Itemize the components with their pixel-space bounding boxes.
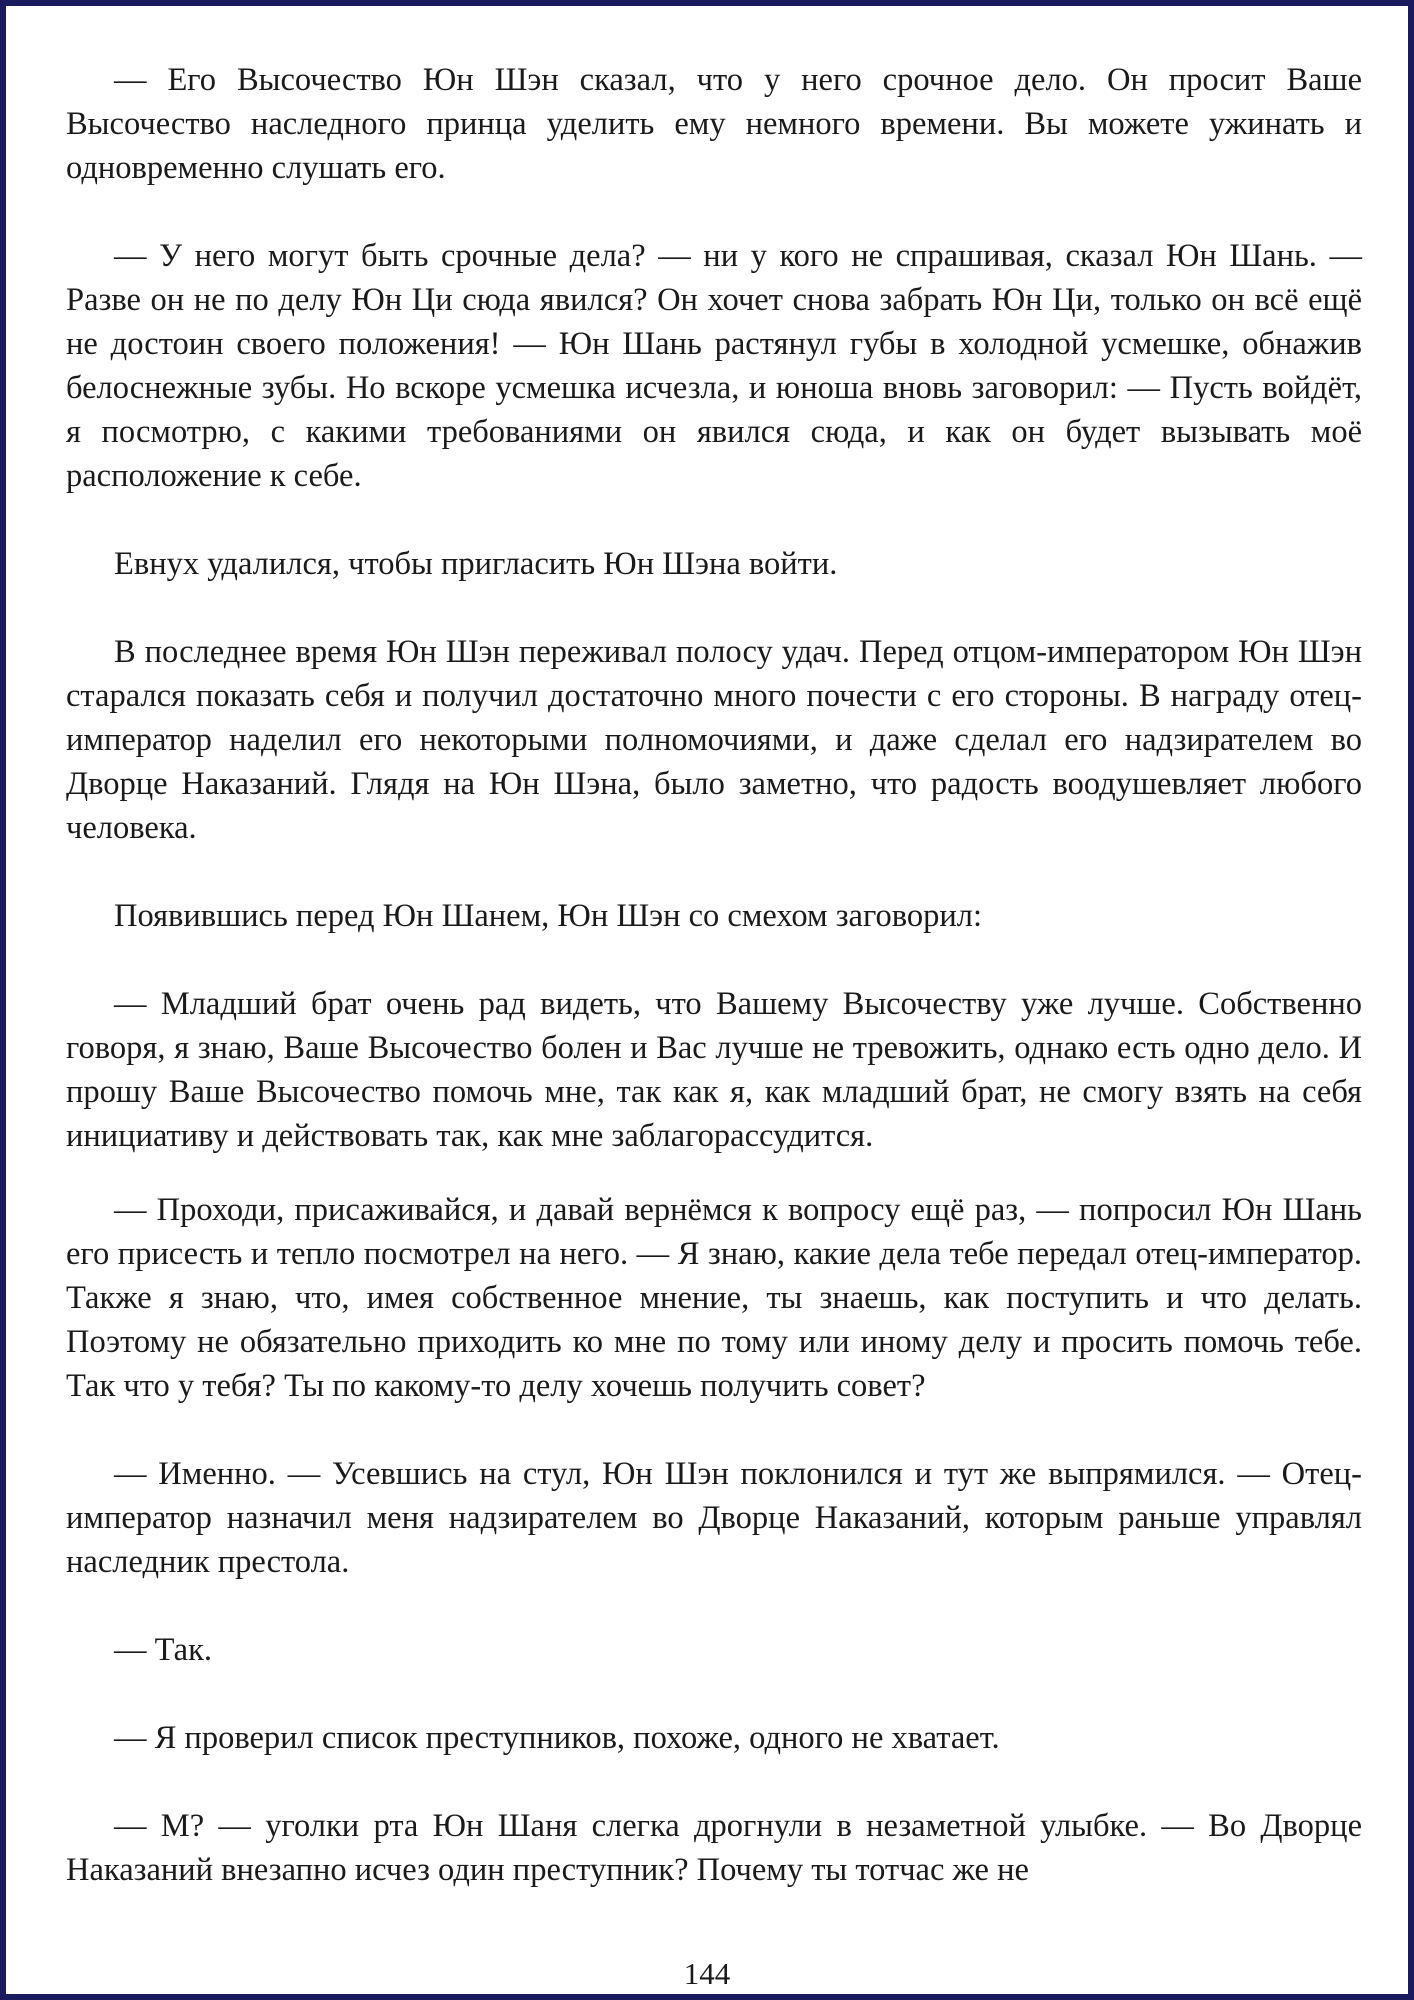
paragraph-10: — Я проверил список преступников, похоже, одного не хватает. — [114, 1720, 1000, 1756]
paragraph-8: — Именно. — Усевшись на стул, Юн Шэн поклонился и тут же выпрямился. — Отец-император назначил меня надзирателем во Дворце Наказаний, которым раньше управлял наследник престола. — [66, 1456, 1362, 1580]
paragraph-7: — Проходи, присаживайся, и давай вернёмся к вопросу ещё раз, — попросил Юн Шань его присесть и тепло посмотрел на него. — Я знаю, какие дела тебе передал отец-император. Также я знаю, что, имея собственное мнение, ты знаешь, как поступить и что делать. Поэтому не обязательно приходить ко мне по тому или иному делу и просить помочь тебе. Так что у тебя? Ты по какому-то делу хочешь получить совет? — [66, 1192, 1362, 1404]
body-text — [66, 58, 1362, 1936]
paragraph-1: — Его Высочество Юн Шэн сказал, что у него срочное дело. Он просит Ваше Высочество наследного принца уделить ему немного времени. Вы можете ужинать и одновременно слушать его. — [66, 62, 1362, 186]
paragraph-9: — Так. — [114, 1632, 213, 1668]
paragraph-6: — Младший брат очень рад видеть, что Вашему Высочеству уже лучше. Собственно говоря, я знаю, Ваше Высочество болен и Вас лучше не тревожить, однако есть одно дело. И прошу Ваше Высочество помочь мне, так как я, как младший брат, не смогу взять на себя инициативу и действовать так, как мне заблагорассудится. — [66, 986, 1362, 1154]
paragraph-11: — М? — уголки рта Юн Шаня слегка дрогнули в незаметной улыбке. — Во Дворце Наказаний внезапно исчез один преступник? Почему ты тотчас же не — [66, 1808, 1362, 1888]
paragraph-4: В последнее время Юн Шэн переживал полосу удач. Перед отцом-императором Юн Шэн старался показать себя и получил достаточно много почести с его стороны. В награду отец-император наделил его некоторыми полномочиями, и даже сделал его надзирателем во Дворце Наказаний. Глядя на Юн Шэна, было заметно, что радость воодушевляет любого человека. — [66, 634, 1362, 846]
page-number: 144 — [683, 1956, 731, 1991]
paragraph-3: Евнух удалился, чтобы пригласить Юн Шэна войти. — [114, 546, 838, 582]
paragraph-5: Появившись перед Юн Шанем, Юн Шэн со смехом заговорил: — [114, 898, 983, 934]
paragraph-2: — У него могут быть срочные дела? — ни у кого не спрашивая, сказал Юн Шань. — Разве он не по делу Юн Ци сюда явился? Он хочет снова забрать Юн Ци, только он всё ещё не достоин своего положения! — Юн Шань растянул губы в холодной усмешке, обнажив белоснежные зубы. Но вскоре усмешка исчезла, и юноша вновь заговорил: — Пусть войдёт, я посмотрю, с какими требованиями он явился сюда, и как он будет вызывать моё расположение к себе. — [66, 238, 1362, 494]
